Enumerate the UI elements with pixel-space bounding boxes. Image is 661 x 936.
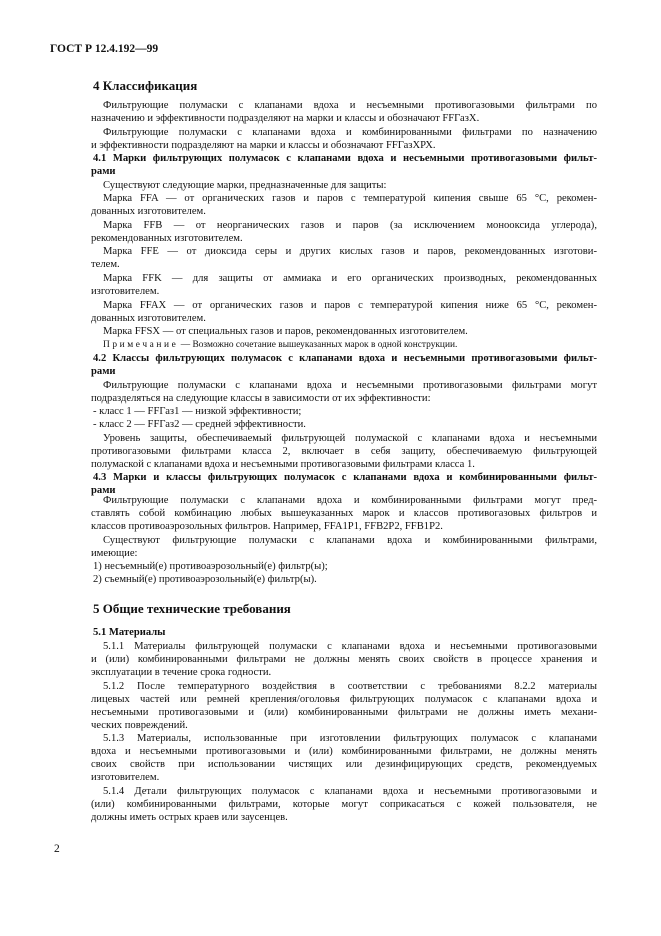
option-2: 2) съемный(е) противоаэрозольный(е) фильтр(ы). — [93, 574, 317, 585]
mark-ffe: Марка FFE — от диоксида серы и других кислых газов и паров, рекомендованных изготови- — [103, 246, 597, 257]
subsection-4-1-title: 4.1 Марки фильтрующих полумасок с клапанами вдоха и несъемными противогазовыми фильт- — [93, 153, 597, 164]
text-line: Уровень защиты, обеспечиваемый фильтрующей полумаской с клапанами вдоха и несъемными — [103, 433, 597, 444]
subsection-4-3-title: 4.3 Марки и классы фильтрующих полумасок с клапанами вдоха и комбинированными фильт- — [93, 472, 597, 483]
text-line: назначению и эффективности подразделяют на марки и классы и обозначают FFГазХ. — [91, 113, 480, 124]
text-line: эксплуатации в течение срока годности. — [91, 667, 272, 678]
option-1: 1) несъемный(е) противоаэрозольный(е) фильтр(ы); — [93, 561, 328, 572]
subsection-4-3-title-cont: рами — [91, 485, 116, 496]
text-line: Существуют следующие марки, предназначенные для защиты: — [103, 180, 387, 191]
text-line: подразделяться на следующие классы в зависимости от их эффективности: — [91, 393, 431, 404]
page-number: 2 — [54, 843, 60, 855]
text-line: несъемными противогазовыми и (или) комбинированными фильтрами не должны иметь механи- — [91, 707, 597, 718]
subsection-5-1-title: 5.1 Материалы — [93, 627, 166, 638]
text-line: Фильтрующие полумаски с клапанами вдоха и комбинированными фильтрами могут пред- — [103, 495, 597, 506]
mark-ffax: Марка FFAX — от органических газов и паров с температурой кипения ниже 65 °С, рекомен- — [103, 300, 597, 311]
text-line: изготовителем. — [91, 772, 160, 783]
text-line: и (или) комбинированными фильтрами не должны менять своих свойств в процессе хранения и — [91, 654, 597, 665]
text-line: имеющие: — [91, 548, 138, 559]
mark-ffk: Марка FFK — для защиты от аммиака и его органических производных, рекомендованных — [103, 273, 597, 284]
text-line: Существуют фильтрующие полумаски с клапанами вдоха и комбинированными фильтрами, — [103, 535, 597, 546]
section-5-heading: 5 Общие технические требования — [93, 601, 291, 616]
mark-ffa: Марка FFA — от органических газов и паров с температурой кипения свыше 65 °С, рекомен- — [103, 193, 597, 204]
text-line: ческих повреждений. — [91, 720, 188, 731]
text-line: рекомендованных изготовителем. — [91, 233, 243, 244]
text-line: и эффективности подразделяют на марки и классы и обозначают FFГазХРХ. — [91, 140, 436, 151]
section-4-heading: 4 Классификация — [93, 78, 198, 93]
class-1: - класс 1 — FFГаз1 — низкой эффективности; — [93, 406, 302, 417]
clause-5-1-2: 5.1.2 После температурного воздействия в соответствии с требованиями 8.2.2 материалы — [103, 681, 597, 692]
subsection-4-1-title-cont: рами — [91, 166, 116, 177]
note-text: — Возможно сочетание вышеуказанных марок в одной конструкции. — [178, 340, 458, 350]
text-line: вдоха и несъемными противогазовыми и (или) комбинированными фильтрами, не должны менять — [91, 746, 597, 757]
subsection-4-2-title-cont: рами — [91, 366, 116, 377]
note — [103, 339, 597, 352]
clause-5-1-4: 5.1.4 Детали фильтрующих полумасок с клапанами вдоха и несъемными противогазовыми и — [103, 786, 597, 797]
document-code: ГОСТ Р 12.4.192—99 — [50, 43, 159, 55]
clause-5-1-1: 5.1.1 Материалы фильтрующей полумаски с клапанами вдоха и несъемными противогазовыми — [103, 641, 597, 652]
text-line: Фильтрующие полумаски с клапанами вдоха и несъемными противогазовыми фильтрами могут — [103, 380, 597, 391]
text-line: полумаской с клапанами вдоха и несъемными противогазовыми фильтрами класса 1. — [91, 459, 475, 470]
text-line: дованных изготовителем. — [91, 206, 206, 217]
text-line: противогазовыми фильтрами класса 2, включает в себя защиту, обеспечиваемую фильтрующей — [91, 446, 597, 457]
text-line: ставлять собой комбинацию любых вышеуказанных марок и классов противогазовых фильтров и — [91, 508, 597, 519]
subsection-4-2-title: 4.2 Классы фильтрующих полумасок с клапанами вдоха и несъемными противогазовыми фильт- — [93, 353, 597, 364]
text-line: лицевых частей или ремней крепления/оголовья фильтрующих полумасок с клапанами вдоха и — [91, 694, 597, 705]
text-line: дованных изготовителем. — [91, 313, 206, 324]
text-line: классов противоаэрозольных фильтров. Например, FFA1P1, FFB2P2, FFB1P2. — [91, 521, 443, 532]
note-label: Примечание — [103, 340, 179, 350]
mark-ffsx: Марка FFSX — от специальных газов и паров, рекомендованных изготовителем. — [103, 326, 468, 337]
text-line: Фильтрующие полумаски с клапанами вдоха и несъемными противогазовыми фильтрами по — [103, 100, 597, 111]
text-line: телем. — [91, 259, 120, 270]
text-line: должны иметь острых краев или заусенцев. — [91, 812, 288, 823]
mark-ffb: Марка FFB — от неорганических газов и паров (за исключением монооксида углерода), — [103, 220, 597, 231]
clause-5-1-3: 5.1.3 Материалы, использованные при изготовлении фильтрующих полумасок с клапанами — [103, 733, 597, 744]
text-line: своих свойств при использовании чистящих или дезинфицирующих средств, рекомендуемых — [91, 759, 597, 770]
class-2: - класс 2 — FFГаз2 — средней эффективности. — [93, 419, 306, 430]
text-line: изготовителем. — [91, 286, 160, 297]
text-line: Фильтрующие полумаски с клапанами вдоха и комбинированными фильтрами по назначению — [103, 127, 597, 138]
text-line: (или) комбинированными фильтрами, которые могут соприкасаться с кожей пользователя, не — [91, 799, 597, 810]
